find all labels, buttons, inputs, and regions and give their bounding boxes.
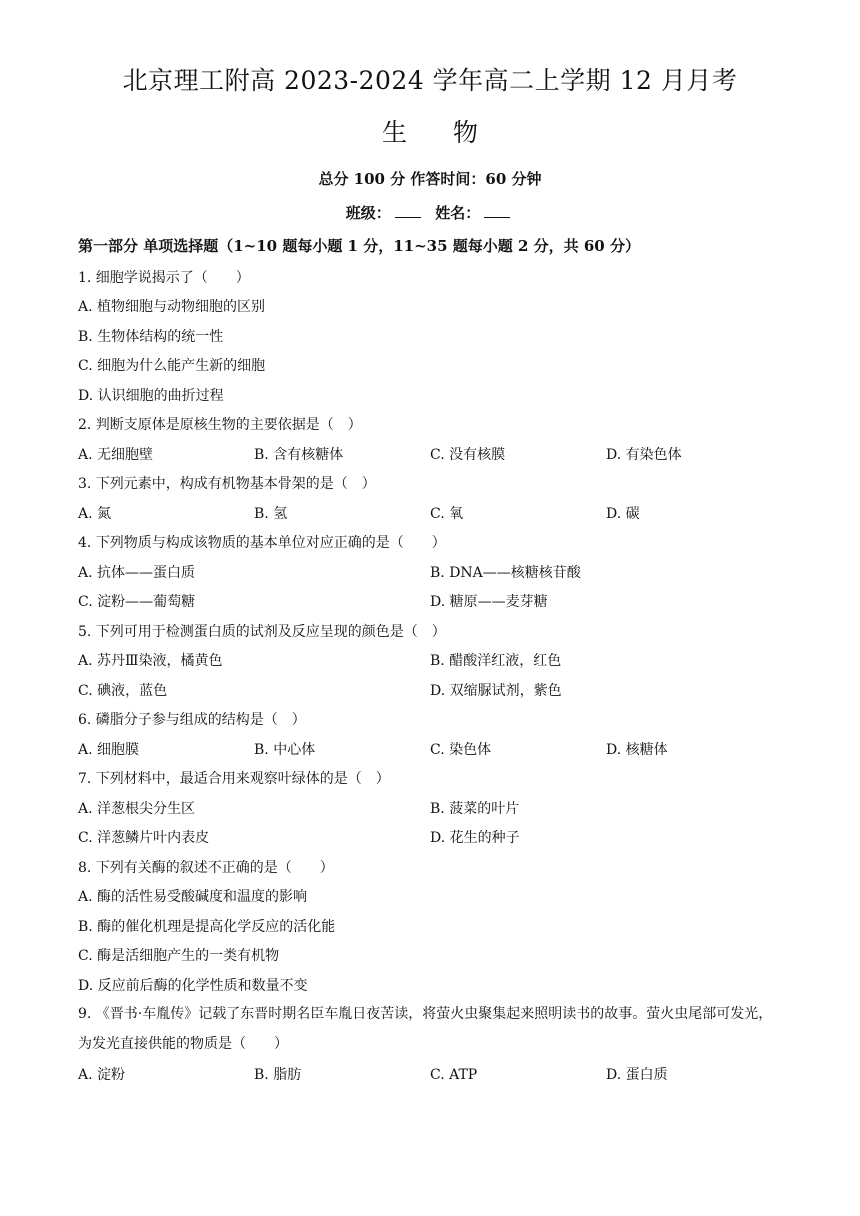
exam-title: 北京理工附高 2023-2024 学年高二上学期 12 月月考 bbox=[122, 66, 738, 95]
name-label: 姓名： bbox=[435, 204, 481, 222]
option: D. 蛋白质 bbox=[606, 1067, 668, 1083]
class-blank bbox=[395, 203, 421, 218]
option: B. 氢 bbox=[254, 506, 288, 522]
option: A. 酶的活性易受酸碱度和温度的影响 bbox=[78, 889, 308, 905]
option: A. 氮 bbox=[78, 506, 112, 522]
option: A. 细胞膜 bbox=[78, 742, 140, 758]
option: A. 苏丹Ⅲ染液，橘黄色 bbox=[78, 653, 223, 669]
option: B. 酶的催化机理是提高化学反应的活化能 bbox=[78, 919, 336, 935]
option: C. 氧 bbox=[430, 506, 464, 522]
question-stem: 5. 下列可用于检测蛋白质的试剂及反应呈现的颜色是（ ） bbox=[78, 624, 446, 640]
option: C. 洋葱鳞片叶内表皮 bbox=[78, 830, 210, 846]
question-stem: 7. 下列材料中，最适合用来观察叶绿体的是（ ） bbox=[78, 771, 390, 787]
option: D. 碳 bbox=[606, 506, 640, 522]
option: B. 菠菜的叶片 bbox=[430, 801, 520, 817]
option: C. 没有核膜 bbox=[430, 447, 506, 463]
option: C. 淀粉——葡萄糖 bbox=[78, 594, 196, 610]
option: C. 细胞为什么能产生新的细胞 bbox=[78, 358, 266, 374]
option: C. ATP bbox=[430, 1067, 478, 1083]
question-stem: 3. 下列元素中，构成有机物基本骨架的是（ ） bbox=[78, 476, 376, 492]
option: A. 植物细胞与动物细胞的区别 bbox=[78, 299, 266, 315]
option: D. 糖原——麦芽糖 bbox=[430, 594, 548, 610]
option: D. 认识细胞的曲折过程 bbox=[78, 388, 224, 404]
option: D. 双缩脲试剂，紫色 bbox=[430, 683, 562, 699]
option: D. 有染色体 bbox=[606, 447, 682, 463]
option: C. 碘液，蓝色 bbox=[78, 683, 168, 699]
question-stem: 4. 下列物质与构成该物质的基本单位对应正确的是（ ） bbox=[78, 535, 446, 551]
exam-subject: 生物 bbox=[381, 118, 524, 147]
question-stem: 2. 判断支原体是原核生物的主要依据是（ ） bbox=[78, 417, 362, 433]
option: C. 酶是活细胞产生的一类有机物 bbox=[78, 948, 280, 964]
name-blank bbox=[484, 203, 510, 218]
student-info-line bbox=[0, 202, 860, 224]
option: B. 中心体 bbox=[254, 742, 316, 758]
option: B. DNA——核糖核苷酸 bbox=[430, 565, 581, 581]
option: A. 抗体——蛋白质 bbox=[78, 565, 196, 581]
option: D. 核糖体 bbox=[606, 742, 668, 758]
option: A. 洋葱根尖分生区 bbox=[78, 801, 196, 817]
option: B. 醋酸洋红液，红色 bbox=[430, 653, 562, 669]
question-stem: 9. 《晋书·车胤传》记载了东晋时期名臣车胤日夜苦读，将萤火虫聚集起来照明读书的故事。萤火虫尾部可发光，为发光直接供能的物质是（ ） bbox=[78, 1006, 773, 1052]
option: D. 花生的种子 bbox=[430, 830, 520, 846]
option: A. 无细胞壁 bbox=[78, 447, 154, 463]
option: B. 含有核糖体 bbox=[254, 447, 344, 463]
option: D. 反应前后酶的化学性质和数量不变 bbox=[78, 978, 308, 994]
class-label: 班级： bbox=[345, 204, 391, 222]
option: A. 淀粉 bbox=[78, 1067, 126, 1083]
question-stem: 1. 细胞学说揭示了（ ） bbox=[78, 270, 250, 286]
exam-info: 总分 100 分 作答时间：60 分钟 bbox=[318, 170, 542, 188]
option: C. 染色体 bbox=[430, 742, 492, 758]
question-stem: 8. 下列有关酶的叙述不正确的是（ ） bbox=[78, 860, 334, 876]
question-stem: 6. 磷脂分子参与组成的结构是（ ） bbox=[78, 712, 306, 728]
option: B. 生物体结构的统一性 bbox=[78, 329, 224, 345]
option: B. 脂肪 bbox=[254, 1067, 302, 1083]
section-title: 第一部分 单项选择题（1~10 题每小题 1 分，11~35 题每小题 2 分，共 60 分） bbox=[78, 237, 640, 255]
